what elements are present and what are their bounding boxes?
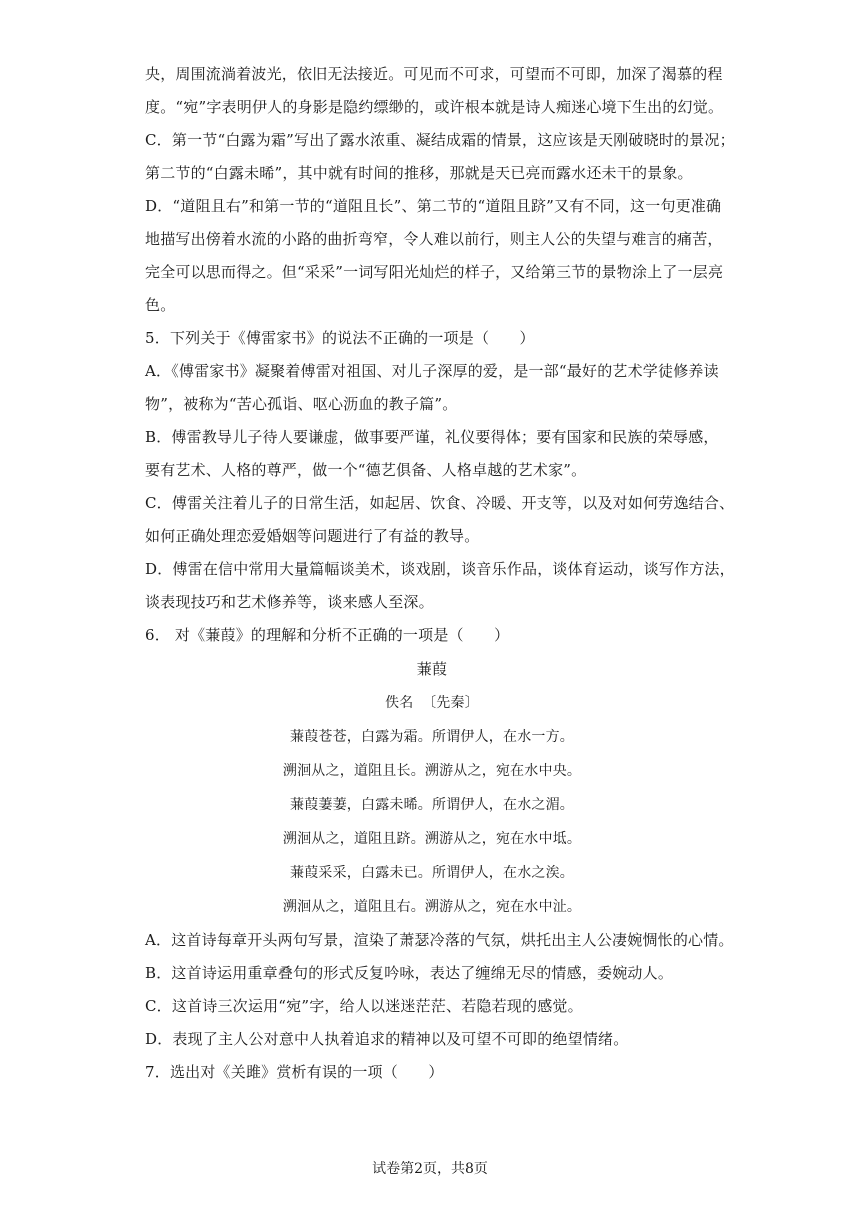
text-line: 要有艺术、人格的尊严，做一个“德艺俱备、人格卓越的艺术家”。: [145, 461, 587, 479]
poem-line: 蒹葭萋萋，白露未晞。所谓伊人，在水之湄。: [290, 797, 574, 813]
text-line: 如何正确处理恋爱婚姻等问题进行了有益的教导。: [145, 527, 480, 545]
question6-option-b: B．这首诗运用重章叠句的形式反复吟咏，表达了缠绵无尽的情感，委婉动人。: [145, 964, 674, 982]
text-line: 央，周围流淌着波光，依旧无法接近。可见而不可求，可望而不可即，加深了渴慕的程: [145, 65, 723, 83]
text-line: C．第一节“白露为霜”写出了露水浓重、凝结成霜的情景，这应该是天刚破晓时的景况；: [145, 131, 735, 149]
text-line: A．《傅雷家书》凝聚着傅雷对祖国、对儿子深厚的爱，是一部“最好的艺术学徒修养读: [145, 362, 719, 380]
poem-block: [145, 652, 719, 924]
question4-option-d: [145, 190, 724, 322]
poem-line: 溯洄从之，道阻且长。溯游从之，宛在水中央。: [282, 763, 582, 779]
text-line: 度。“宛”字表明伊人的身影是隐约缥缈的，或许根本就是诗人痴迷心境下生出的幻觉。: [145, 98, 724, 116]
text-line: 地描写出傍着水流的小路的曲折弯窄，令人难以前行，则主人公的失望与难言的痛苦，: [145, 230, 723, 248]
page-footer: 试卷第2页，共8页: [372, 1161, 488, 1177]
text-line: 谈表现技巧和艺术修养等，谈来感人至深。: [145, 593, 434, 611]
question6-option-a: A．这首诗每章开头两句写景，渲染了萧瑟冷落的气氛，烘托出主人公凄婉惆怅的心情。: [145, 931, 734, 949]
question5-option-b: [145, 421, 719, 487]
question4-option-c: [145, 124, 735, 190]
text-line: C．傅雷关注着儿子的日常生活，如起居、饮食、冷暖、开支等，以及对如何劳逸结合、: [145, 494, 735, 512]
text-line: D．“道阻且右”和第一节的“道阻且长”、第二节的“道阻且跻”又有不同，这一句更准确: [145, 197, 722, 215]
question5-stem: 5．下列关于《傅雷家书》的说法不正确的一项是（ ）: [145, 329, 535, 347]
text-line: 第二节的“白露未晞”，其中就有时间的推移，那就是天已亮而露水还未干的景象。: [145, 164, 693, 182]
poem-line: 溯洄从之，道阻且跻。溯游从之，宛在水中坻。: [282, 831, 582, 847]
poem-line: 溯洄从之，道阻且右。溯游从之，宛在水中沚。: [282, 899, 582, 915]
poem-line: 蒹葭苍苍，白露为霜。所谓伊人，在水一方。: [290, 729, 574, 745]
question4-option-b-continued: [145, 58, 724, 124]
poem-title: 蒹葭: [416, 660, 448, 678]
question7-stem: 7．选出对《关雎》赏析有误的一项（ ）: [145, 1063, 444, 1081]
question5-option-d: [145, 553, 735, 619]
text-line: D．傅雷在信中常用大量篇幅谈美术，谈戏剧，谈音乐作品，谈体育运动，谈写作方法，: [145, 560, 735, 578]
question5-option-c: [145, 487, 735, 553]
page-content: [145, 58, 735, 1089]
poem-line: 蒹葭采采，白露未已。所谓伊人，在水之涘。: [290, 865, 574, 881]
question5-option-a: [145, 355, 719, 421]
text-line: 物”，被称为“苦心孤诣、呕心沥血的教子篇”。: [145, 395, 458, 413]
question6-option-c: C．这首诗三次运用“宛”字，给人以迷迷茫茫、若隐若现的感觉。: [145, 997, 583, 1015]
text-line: 色。: [145, 296, 176, 314]
text-line: B．傅雷教导儿子待人要谦虚，做事要严谨，礼仪要得体；要有国家和民族的荣辱感，: [145, 428, 719, 446]
question6-stem: 6． 对《蒹葭》的理解和分析不正确的一项是（ ）: [145, 626, 510, 644]
text-line: 完全可以思而得之。但“采采”一词写阳光灿烂的样子，又给第三节的景物涂上了一层亮: [145, 263, 724, 281]
question6-option-d: D．表现了主人公对意中人执着追求的精神以及可望不可即的绝望情绪。: [145, 1030, 629, 1048]
poem-author: 佚名 〔先秦〕: [385, 695, 479, 711]
